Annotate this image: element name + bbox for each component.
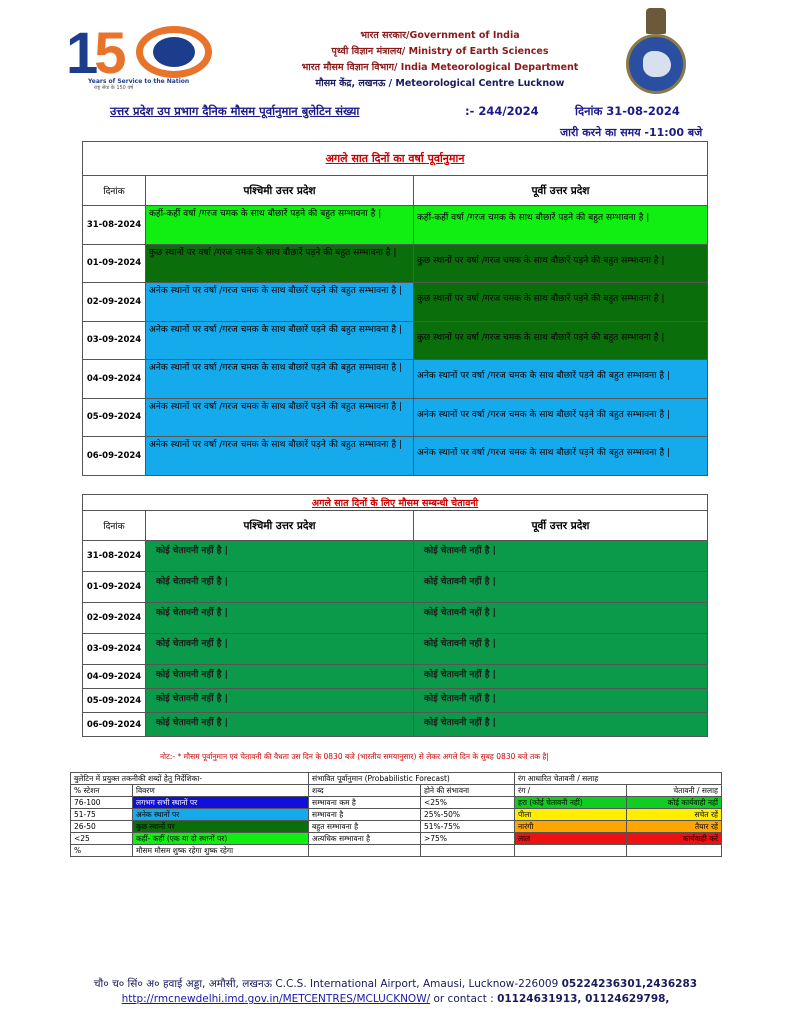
legend-advice <box>627 845 722 857</box>
rain-forecast-row <box>83 321 708 360</box>
bulletin-title: उत्तर प्रदेश उप प्रभाग दैनिक मौसम पूर्वानुमान बुलेटिन संख्या <box>110 104 360 118</box>
warning-row <box>83 541 708 572</box>
rain-west-forecast: कुछ स्थानों पर वर्षा /गरज चमक के साथ बौछारें पड़ने की बहुत सम्भावना है | <box>146 244 414 283</box>
legend-h3: रंग आधारित चेतावनी / सलाह <box>515 773 722 785</box>
warning-west: कोई चेतावनी नहीं है | <box>146 603 414 634</box>
rain-forecast-table <box>82 141 708 476</box>
rain-forecast-row <box>83 206 708 245</box>
legend-row <box>71 845 722 857</box>
footer-contact-label: or contact : <box>433 993 494 1005</box>
warning-east: कोई चेतावनी नहीं है | <box>414 634 708 665</box>
footer-address-line <box>0 977 791 991</box>
warning-row <box>83 572 708 603</box>
legend-desc: कहीं- कहीं (एक या दो स्थानों पर) <box>133 833 309 845</box>
legend-prob <box>421 845 515 857</box>
legend-row <box>71 833 722 845</box>
warning-col-west: पश्चिमी उत्तर प्रदेश <box>146 511 414 541</box>
warning-east: कोई चेतावनी नहीं है | <box>414 603 708 634</box>
rain-forecast-rows <box>83 206 708 476</box>
bulletin-title-row <box>110 104 680 119</box>
legend-pct: 76-100 <box>71 797 133 809</box>
legend-sub-word: शब्द <box>309 785 421 797</box>
warning-west: कोई चेतावनी नहीं है | <box>146 572 414 603</box>
warning-east: कोई चेतावनी नहीं है | <box>414 689 708 713</box>
warning-west: कोई चेतावनी नहीं है | <box>146 713 414 737</box>
legend-pct: 26-50 <box>71 821 133 833</box>
national-emblem-icon <box>646 8 666 34</box>
warning-date: 04-09-2024 <box>83 665 146 689</box>
rain-forecast-row <box>83 244 708 283</box>
rain-east-forecast: अनेक स्थानों पर वर्षा /गरज चमक के साथ बौछारें पड़ने की बहुत सम्भावना है | <box>414 437 708 476</box>
rain-col-date: दिनांक <box>83 176 146 206</box>
warning-date: 01-09-2024 <box>83 572 146 603</box>
rain-date: 02-09-2024 <box>83 283 146 322</box>
warning-caption-cell <box>83 495 708 511</box>
warning-row <box>83 689 708 713</box>
rain-col-west: पश्चिमी उत्तर प्रदेश <box>146 176 414 206</box>
rain-forecast-row <box>83 398 708 437</box>
organization-header <box>290 28 590 92</box>
legend-word: अत्यधिक सम्भावना है <box>309 833 421 845</box>
legend-prob: >75% <box>421 833 515 845</box>
logo-tagline-en: Years of Service to the Nation <box>88 78 190 85</box>
rain-date: 31-08-2024 <box>83 206 146 245</box>
warning-rows <box>83 541 708 737</box>
warning-east: कोई चेतावनी नहीं है | <box>414 713 708 737</box>
warning-date: 31-08-2024 <box>83 541 146 572</box>
header-line-department: भारत मौसम विज्ञान विभाग/ India Meteorological Department <box>301 62 579 73</box>
legend-h2: संभावित पूर्वानुमान (Probabilistic Forecast) <box>309 773 515 785</box>
legend-word: बहुत सम्भावना है <box>309 821 421 833</box>
warning-caption: अगले सात दिनों के लिए मौसम सम्बन्धी चेतावनी <box>311 498 479 509</box>
legend-sub-desc: विवरण <box>133 785 309 797</box>
legend-row <box>71 821 722 833</box>
rain-date: 04-09-2024 <box>83 360 146 399</box>
legend-table <box>70 772 722 857</box>
legend-desc: मौसम मौसम शुष्क रहेगा शुष्क रहेगा <box>133 845 309 857</box>
warning-east: कोई चेतावनी नहीं है | <box>414 665 708 689</box>
rain-east-forecast: कुछ स्थानों पर वर्षा /गरज चमक के साथ बौछारें पड़ने की बहुत सम्भावना है | <box>414 321 708 360</box>
logo-number: 15 <box>66 21 123 86</box>
legend-subheader <box>71 785 722 797</box>
legend-rows <box>71 797 722 857</box>
warning-col-east: पूर्वी उत्तर प्रदेश <box>414 511 708 541</box>
bulletin-date: दिनांक 31-08-2024 <box>575 104 680 118</box>
imd-150-years-logo <box>66 22 216 92</box>
legend-prob: 51%-75% <box>421 821 515 833</box>
legend-desc: अनेक स्थानों पर <box>133 809 309 821</box>
warning-row <box>83 713 708 737</box>
legend-advice: तैयार रहें <box>627 821 722 833</box>
footer-contact-phones: 01124631913, 01124629798, <box>497 993 670 1005</box>
rain-west-forecast: अनेक स्थानों पर वर्षा /गरज चमक के साथ बौछारें पड़ने की बहुत सम्भावना है | <box>146 321 414 360</box>
legend-color: नारंगी <box>515 821 627 833</box>
rain-forecast-row <box>83 437 708 476</box>
warning-east: कोई चेतावनी नहीं है | <box>414 572 708 603</box>
legend-h1: बुलेटिन में प्रयुक्त तकनीकी शब्दों हेतु निर्देशिका- <box>71 773 309 785</box>
rain-forecast-header <box>83 176 708 206</box>
rain-west-forecast: कहीं-कहीं वर्षा /गरज चमक के साथ बौछारें पड़ने की बहुत सम्भावना है | <box>146 206 414 245</box>
rain-date: 03-09-2024 <box>83 321 146 360</box>
legend-sub-prob: होने की संभावना <box>421 785 515 797</box>
legend-sub-color: रंग / <box>515 785 627 797</box>
warning-west: कोई चेतावनी नहीं है | <box>146 689 414 713</box>
warning-west: कोई चेतावनी नहीं है | <box>146 665 414 689</box>
warning-row <box>83 665 708 689</box>
legend-color: लाल <box>515 833 627 845</box>
warning-east: कोई चेतावनी नहीं है | <box>414 541 708 572</box>
weather-warning-table <box>82 494 708 737</box>
rain-date: 01-09-2024 <box>83 244 146 283</box>
rain-date: 05-09-2024 <box>83 398 146 437</box>
footer-phones: 05224236301,2436283 <box>561 978 698 990</box>
rain-forecast-caption-cell <box>83 142 708 176</box>
legend-advice: कार्यवाही करें <box>627 833 722 845</box>
header-line-ministry: पृथ्वी विज्ञान मंत्रालय/ Ministry of Earth Sciences <box>331 46 549 57</box>
header-line-government: भारत सरकार/Government of India <box>360 30 520 41</box>
rain-west-forecast: अनेक स्थानों पर वर्षा /गरज चमक के साथ बौछारें पड़ने की बहुत सम्भावना है | <box>146 437 414 476</box>
warning-header <box>83 511 708 541</box>
legend-row <box>71 797 722 809</box>
header-line-centre: मौसम केंद्र, लखनऊ / Meteorological Centre Lucknow <box>315 78 565 89</box>
rain-forecast-row <box>83 283 708 322</box>
warning-col-date: दिनांक <box>83 511 146 541</box>
legend-color: हरा (कोई चेतावनी नहीं) <box>515 797 627 809</box>
legend-word <box>309 845 421 857</box>
warning-date: 06-09-2024 <box>83 713 146 737</box>
footer-address: चौ० च० सिं० अ० हवाई अड्डा, अमौसी, लखनऊ C.C.S. International Airport, Amausi, Lucknow-226009 <box>93 978 559 990</box>
issue-time: जारी करने का समय -11:00 बजे <box>560 126 703 139</box>
legend-color: पीला <box>515 809 627 821</box>
legend-desc: लगभग सभी स्थानों पर <box>133 797 309 809</box>
warning-west: कोई चेतावनी नहीं है | <box>146 634 414 665</box>
legend-sub-advice: चेतावनी / सलाह <box>627 785 722 797</box>
rain-east-forecast: कुछ स्थानों पर वर्षा /गरज चमक के साथ बौछारें पड़ने की बहुत सम्भावना है | <box>414 244 708 283</box>
legend-prob: <25% <box>421 797 515 809</box>
rain-forecast-caption: अगले सात दिनों का वर्षा पूर्वानुमान <box>325 152 465 165</box>
legend-word: सम्भावना कम है <box>309 797 421 809</box>
rain-west-forecast: अनेक स्थानों पर वर्षा /गरज चमक के साथ बौछारें पड़ने की बहुत सम्भावना है | <box>146 283 414 322</box>
warning-row <box>83 603 708 634</box>
validity-note: नोट:- * मौसम पूर्वानुमान एवं चेतावनी की वैधता उस दिन के 0830 बजे (भारतीय समयानुसार) से लेकर अगले दिन के सुबह 0830 बजे तक है| <box>160 752 549 761</box>
legend-pct: % <box>71 845 133 857</box>
legend-header <box>71 773 722 785</box>
warning-west: कोई चेतावनी नहीं है | <box>146 541 414 572</box>
rain-east-forecast: कहीं-कहीं वर्षा /गरज चमक के साथ बौछारें पड़ने की बहुत सम्भावना है | <box>414 206 708 245</box>
rain-date: 06-09-2024 <box>83 437 146 476</box>
legend-word: सम्भावना है <box>309 809 421 821</box>
warning-date: 03-09-2024 <box>83 634 146 665</box>
rain-east-forecast: अनेक स्थानों पर वर्षा /गरज चमक के साथ बौछारें पड़ने की बहुत सम्भावना है | <box>414 360 708 399</box>
legend-sub-pct: % स्टेशन <box>71 785 133 797</box>
rain-forecast-row <box>83 360 708 399</box>
logo-ring <box>136 26 212 78</box>
logo-tagline-hi: राष्ट्र सेवा के 150 वर्ष <box>94 85 134 91</box>
legend-desc: कुछ स्थानों पर <box>133 821 309 833</box>
warning-date: 05-09-2024 <box>83 689 146 713</box>
warning-row <box>83 634 708 665</box>
rain-col-east: पूर्वी उत्तर प्रदेश <box>414 176 708 206</box>
footer-website-link[interactable]: http://rmcnewdelhi.imd.gov.in/METCENTRES/MCLUCKNOW/ <box>121 993 431 1005</box>
imd-emblem-logo <box>620 8 692 96</box>
warning-date: 02-09-2024 <box>83 603 146 634</box>
legend-prob: 25%-50% <box>421 809 515 821</box>
legend-advice: सचेत रहें <box>627 809 722 821</box>
rain-west-forecast: अनेक स्थानों पर वर्षा /गरज चमक के साथ बौछारें पड़ने की बहुत सम्भावना है | <box>146 360 414 399</box>
footer-contact-line <box>0 993 791 1005</box>
legend-advice: कोई कार्यवाही नहीं <box>627 797 722 809</box>
globe-icon <box>626 34 686 94</box>
rain-east-forecast: अनेक स्थानों पर वर्षा /गरज चमक के साथ बौछारें पड़ने की बहुत सम्भावना है | <box>414 398 708 437</box>
legend-color <box>515 845 627 857</box>
rain-west-forecast: अनेक स्थानों पर वर्षा /गरज चमक के साथ बौछारें पड़ने की बहुत सम्भावना है | <box>146 398 414 437</box>
rain-east-forecast: कुछ स्थानों पर वर्षा /गरज चमक के साथ बौछारें पड़ने की बहुत सम्भावना है | <box>414 283 708 322</box>
bulletin-number: :- 244/2024 <box>465 104 539 118</box>
legend-pct: <25 <box>71 833 133 845</box>
legend-row <box>71 809 722 821</box>
legend-pct: 51-75 <box>71 809 133 821</box>
